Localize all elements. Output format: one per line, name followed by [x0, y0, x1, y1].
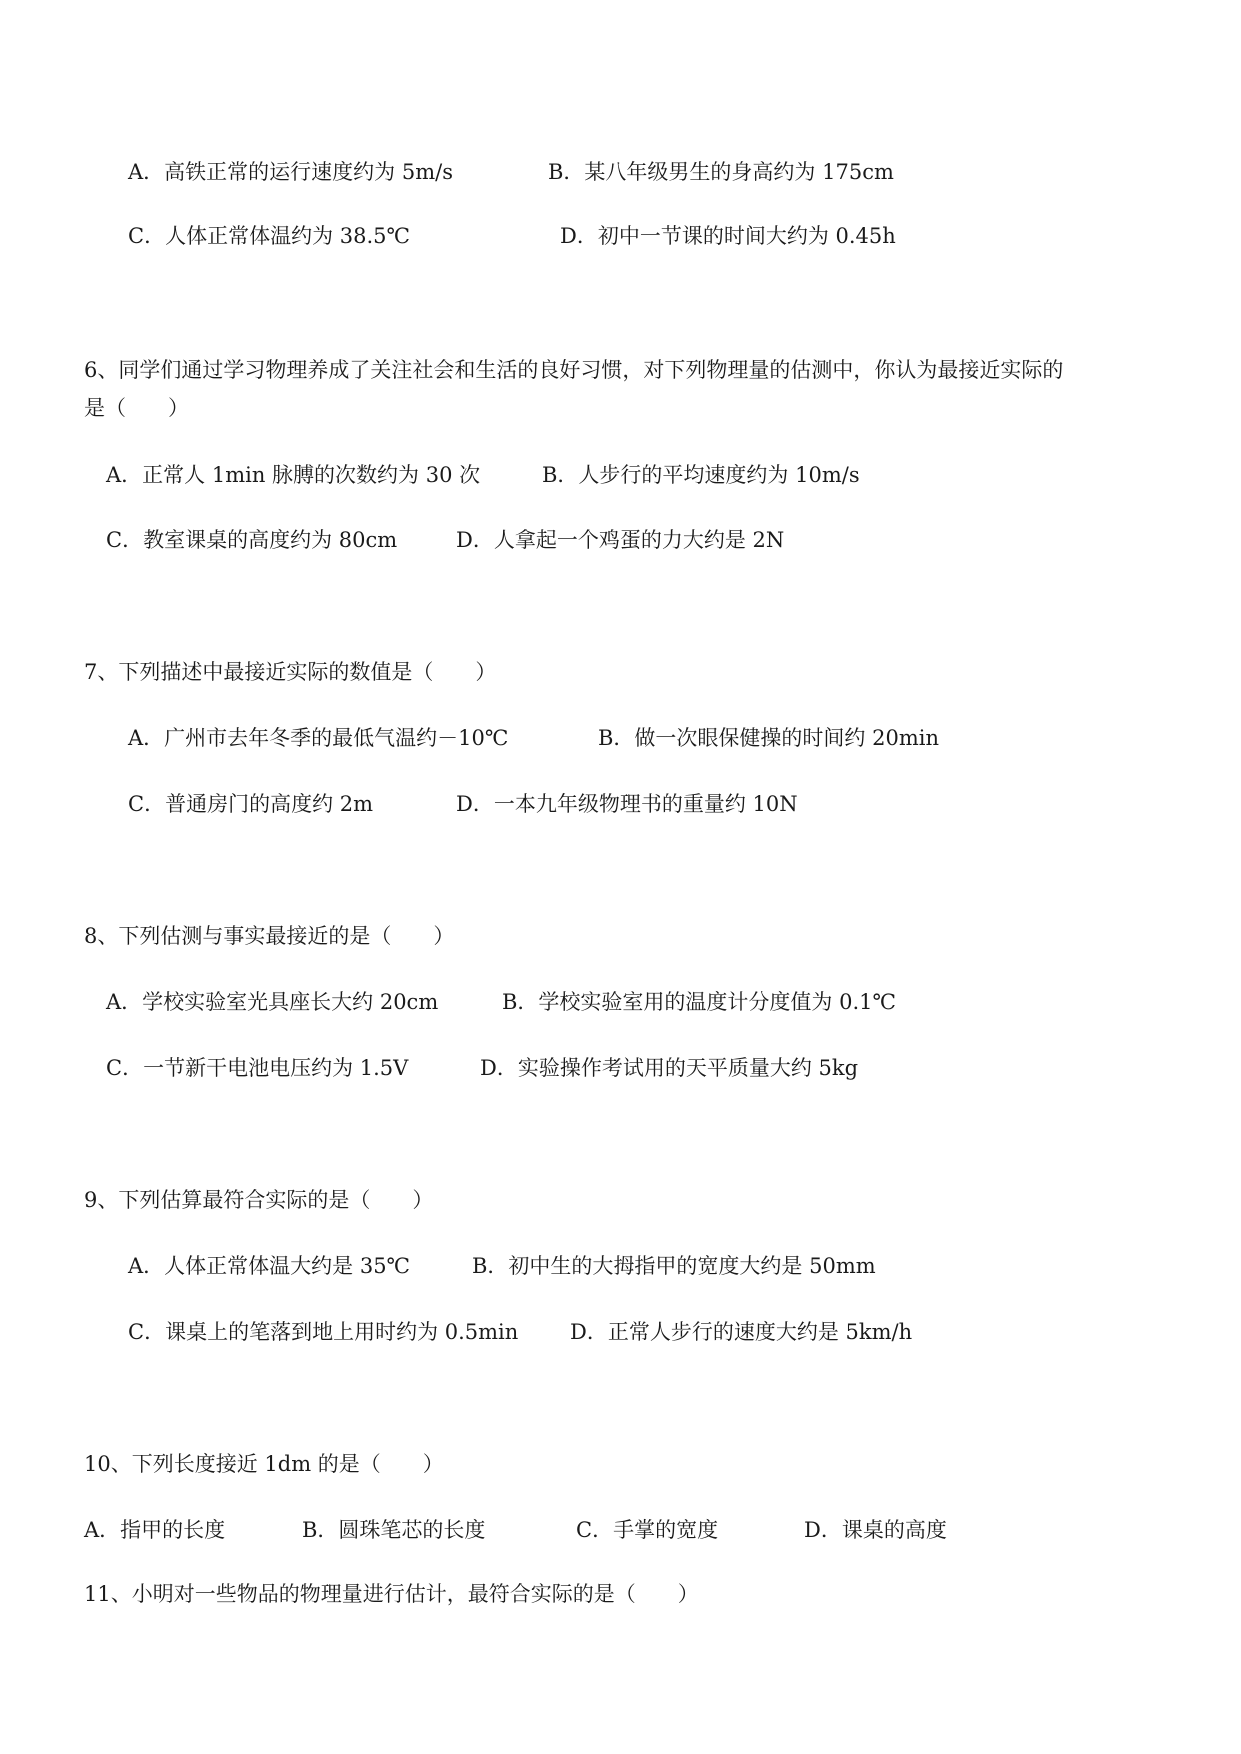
q5-option-d: D．初中一节课的时间大约为 0.45h [560, 224, 896, 248]
q5-option-a: A．高铁正常的运行速度约为 5m/s [128, 160, 453, 184]
q6-option-b: B．人步行的平均速度约为 10m/s [542, 463, 860, 487]
q10-option-c: C．手掌的宽度 [576, 1518, 719, 1542]
q8-option-d: D．实验操作考试用的天平质量大约 5kg [480, 1056, 859, 1080]
q5-option-c: C．人体正常体温约为 38.5℃ [128, 224, 410, 248]
q7-option-c: C．普通房门的高度约 2m [128, 792, 374, 816]
q8-option-c: C．一节新干电池电压约为 1.5V [106, 1056, 409, 1080]
q10-option-b: B．圆珠笔芯的长度 [302, 1518, 486, 1542]
q6-option-a: A．正常人 1min 脉膊的次数约为 30 次 [106, 463, 481, 487]
q8-option-b: B．学校实验室用的温度计分度值为 0.1℃ [502, 990, 896, 1014]
q9-option-d: D．正常人步行的速度大约是 5km/h [570, 1320, 913, 1344]
q10-option-a: A．指甲的长度 [84, 1518, 226, 1542]
q11-stem: 11、小明对一些物品的物理量进行估计，最符合实际的是（ ） [84, 1582, 699, 1606]
q7-option-a: A．广州市去年冬季的最低气温约－10℃ [128, 726, 509, 750]
q10-stem: 10、下列长度接近 1dm 的是（ ） [84, 1452, 444, 1476]
q6-option-d: D．人拿起一个鸡蛋的力大约是 2N [456, 528, 785, 552]
q6-option-c: C．教室课桌的高度约为 80cm [106, 528, 398, 552]
q9-option-a: A．人体正常体温大约是 35℃ [128, 1254, 411, 1278]
q10-option-d: D．课桌的高度 [804, 1518, 947, 1542]
q9-stem: 9、下列估算最符合实际的是（ ） [84, 1188, 434, 1212]
q5-option-b: B．某八年级男生的身高约为 175cm [548, 160, 894, 184]
q8-option-a: A．学校实验室光具座长大约 20cm [106, 990, 439, 1014]
q6-stem-line2: 是（ ） [84, 396, 189, 420]
q8-stem: 8、下列估测与事实最接近的是（ ） [84, 924, 455, 948]
q9-option-b: B．初中生的大拇指甲的宽度大约是 50mm [472, 1254, 876, 1278]
q7-stem: 7、下列描述中最接近实际的数值是（ ） [84, 660, 497, 684]
q6-stem-line1: 6、同学们通过学习物理养成了关注社会和生活的良好习惯，对下列物理量的估测中，你认为最接近实际的 [84, 358, 1064, 382]
q9-option-c: C．课桌上的笔落到地上用时约为 0.5min [128, 1320, 519, 1344]
q7-option-d: D．一本九年级物理书的重量约 10N [456, 792, 798, 816]
q7-option-b: B．做一次眼保健操的时间约 20min [598, 726, 939, 750]
